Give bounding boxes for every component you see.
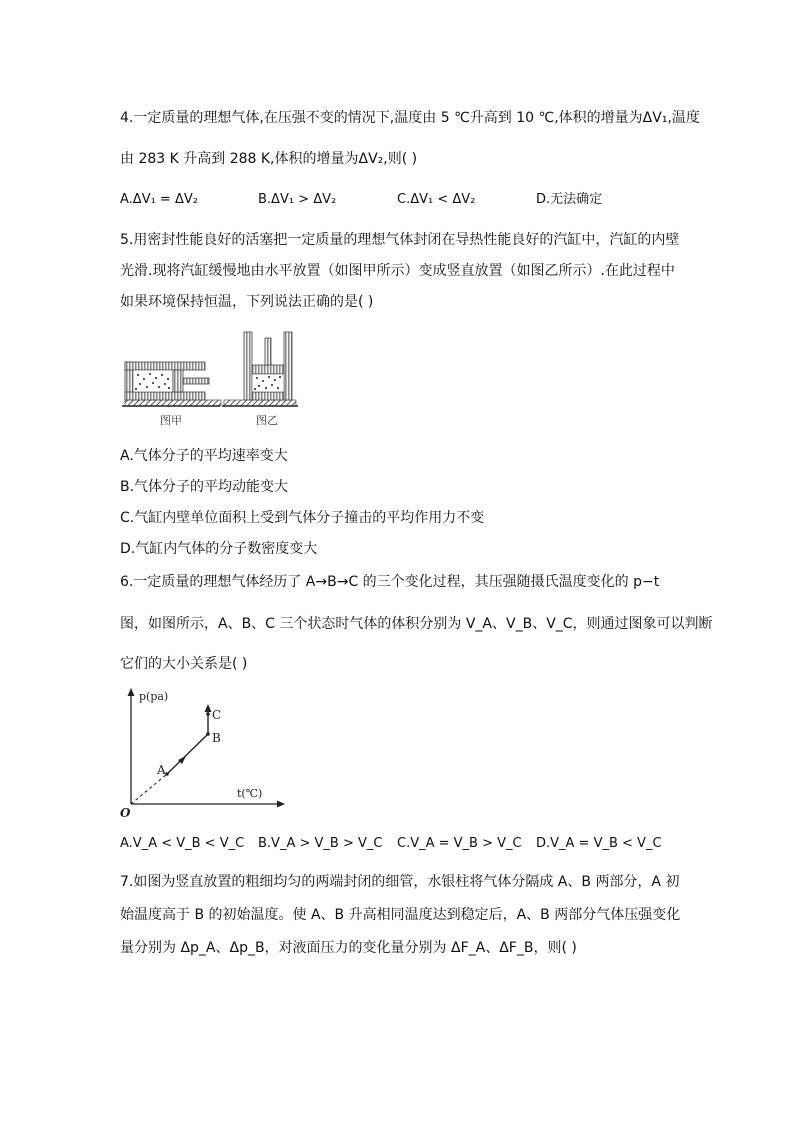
line-ab — [167, 734, 208, 774]
point-a — [165, 772, 169, 776]
q4-stem-line2: 由 283 K 升高到 288 K,体积的增量为ΔV₂,则( ) — [120, 151, 418, 167]
q5-option-c: C.气缸内壁单位面积上受到气体分子撞击的平均作用力不变 — [120, 510, 485, 526]
point-b — [206, 732, 210, 736]
horizontal-cylinder — [122, 362, 221, 427]
q5-option-a: A.气体分子的平均速率变大 — [120, 448, 288, 464]
q6-stem-line2: 图，如图所示，A、B、C 三个状态时气体的体积分别为 V_A、V_B、V_C，则通过图象可以判断 — [120, 616, 713, 632]
q7-stem-line1: 7.如图为竖直放置的粗细均匀的两端封闭的细管，水银柱将气体分隔成 A、B 两部分，A 初 — [120, 874, 680, 890]
q5-stem-line1: 5.用密封性能良好的活塞把一定质量的理想气体封闭在导热性能良好的汽缸中，汽缸的内壁 — [120, 232, 680, 248]
fig-yi-label: 图乙 — [256, 414, 278, 427]
q4-option-c: C.ΔV₁ < ΔV₂ — [397, 192, 476, 207]
dashed-extension — [131, 774, 167, 804]
vertical-cylinder — [222, 332, 298, 427]
q6-option-b: B.V_A > V_B > V_C — [258, 836, 383, 851]
x-axis-arrow — [277, 801, 285, 808]
y-axis-arrow — [128, 688, 135, 696]
q6-stem-line3: 它们的大小关系是( ) — [120, 656, 248, 672]
fig-jia-label: 图甲 — [160, 414, 182, 427]
q4-option-a: A.ΔV₁ = ΔV₂ — [120, 192, 198, 207]
q6-option-c: C.V_A = V_B > V_C — [397, 836, 522, 851]
point-c — [206, 712, 210, 716]
q6-pt-graph — [115, 686, 290, 821]
q7-stem-line3: 量分别为 Δp_A、Δp_B，对液面压力的变化量分别为 ΔF_A、ΔF_B，则( ) — [120, 940, 577, 956]
q6-option-d: D.V_A = V_B < V_C — [536, 836, 662, 851]
y-axis-label: p(pa) — [139, 690, 169, 703]
q4-stem-line1: 4.一定质量的理想气体,在压强不变的情况下,温度由 5 ℃升高到 10 ℃,体积的增量为ΔV₁,温度 — [120, 110, 700, 126]
q4-option-d: D.无法确定 — [536, 192, 603, 207]
origin-label: O — [120, 806, 131, 820]
label-b: B — [212, 731, 221, 745]
q5-stem-line2: 光滑.现将汽缸缓慢地由水平放置（如图甲所示）变成竖直放置（如图乙所示）.在此过程中 — [120, 263, 675, 279]
label-c: C — [212, 708, 222, 722]
q5-option-d: D.气缸内气体的分子数密度变大 — [120, 541, 318, 557]
x-axis-label: t(℃) — [237, 787, 263, 800]
arrow-bc — [205, 704, 212, 712]
q5-stem-line3: 如果环境保持恒温，下列说法正确的是( ) — [120, 294, 374, 310]
q5-option-b: B.气体分子的平均动能变大 — [120, 479, 289, 495]
q7-stem-line2: 始温度高于 B 的初始温度。使 A、B 升高相同温度达到稳定后，A、B 两部分气体压强变化 — [120, 907, 681, 923]
q6-stem-line1: 6.一定质量的理想气体经历了 A→B→C 的三个变化过程，其压强随摄氏温度变化的 p−t — [120, 574, 660, 590]
q5-cylinder-figure — [120, 328, 300, 430]
q4-option-b: B.ΔV₁ > ΔV₂ — [258, 192, 337, 207]
label-a: A — [157, 763, 166, 777]
q6-option-a: A.V_A < V_B < V_C — [120, 836, 245, 851]
